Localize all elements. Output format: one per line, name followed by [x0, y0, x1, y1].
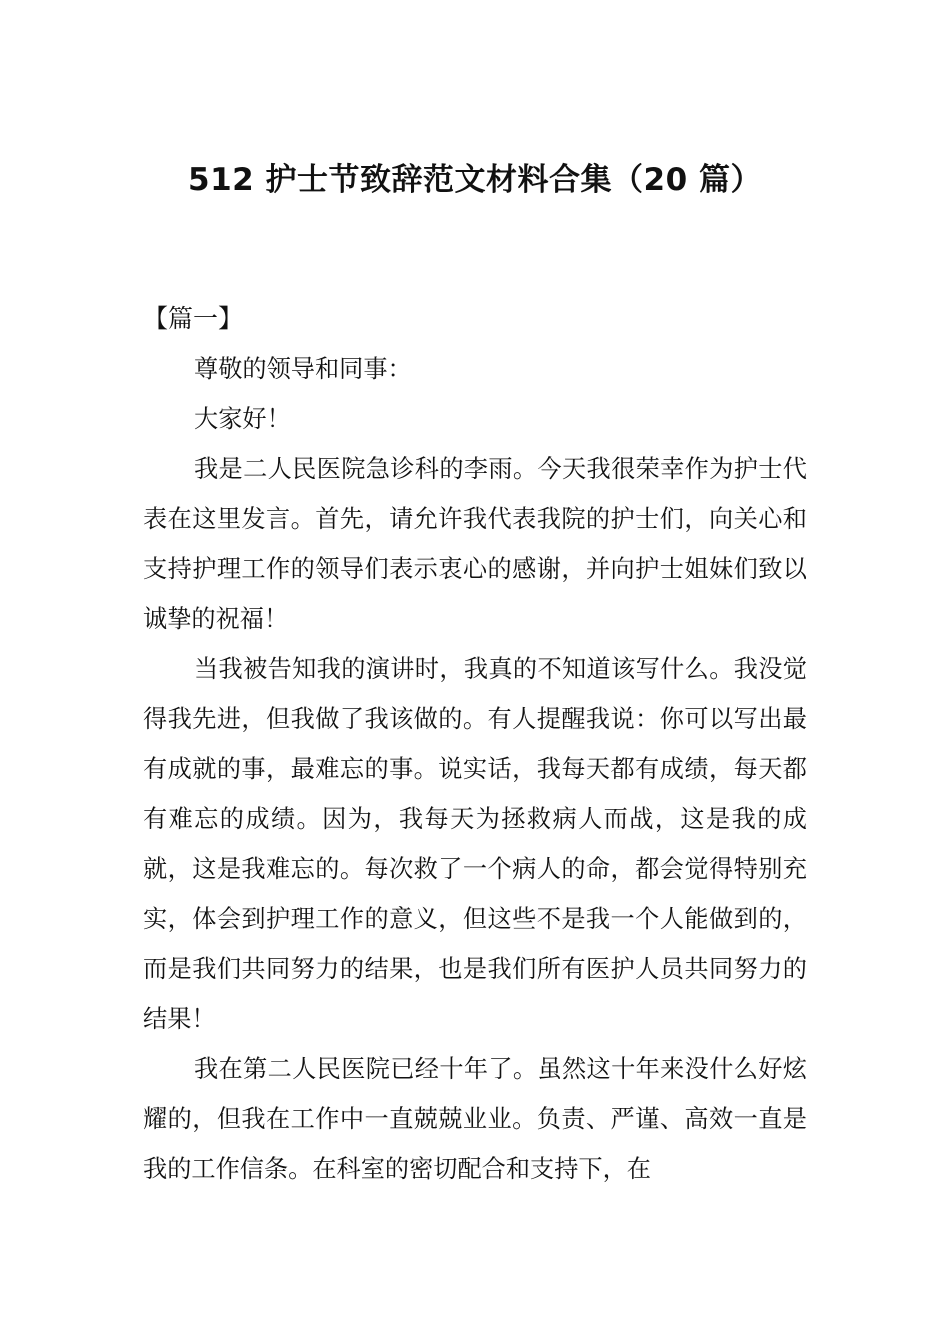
body-paragraph: 我在第二人民医院已经十年了。虽然这十年来没什么好炫耀的，但我在工作中一直兢兢业业。负责、严谨、高效一直是我的工作信条。在科室的密切配合和支持下，在: [143, 1055, 807, 1183]
document-title: 512 护士节致辞范文材料合集（20 篇）: [188, 162, 762, 198]
section-heading: 【篇一】: [143, 304, 244, 333]
body-paragraph: 当我被告知我的演讲时，我真的不知道该写什么。我没觉得我先进，但我做了我该做的。有人提醒我说：你可以写出最有成就的事，最难忘的事。说实话，我每天都有成绩，每天都有难忘的成绩。因为，我每天为拯救病人而战，这是我的成就，这是我难忘的。每次救了一个病人的命，都会觉得特别充实，体会到护理工作的意义，但这些不是我一个人能做到的，而是我们共同努力的结果，也是我们所有医护人员共同努力的结果！: [143, 655, 807, 1033]
salutation-paragraph: 尊敬的领导和同事：: [194, 355, 412, 383]
document-body: [143, 294, 807, 1194]
body-paragraph: 我是二人民医院急诊科的李雨。今天我很荣幸作为护士代表在这里发言。首先，请允许我代表我院的护士们，向关心和支持护理工作的领导们表示衷心的感谢，并向护士姐妹们致以诚挚的祝福！: [143, 455, 807, 633]
greeting-paragraph: 大家好！: [194, 405, 291, 433]
